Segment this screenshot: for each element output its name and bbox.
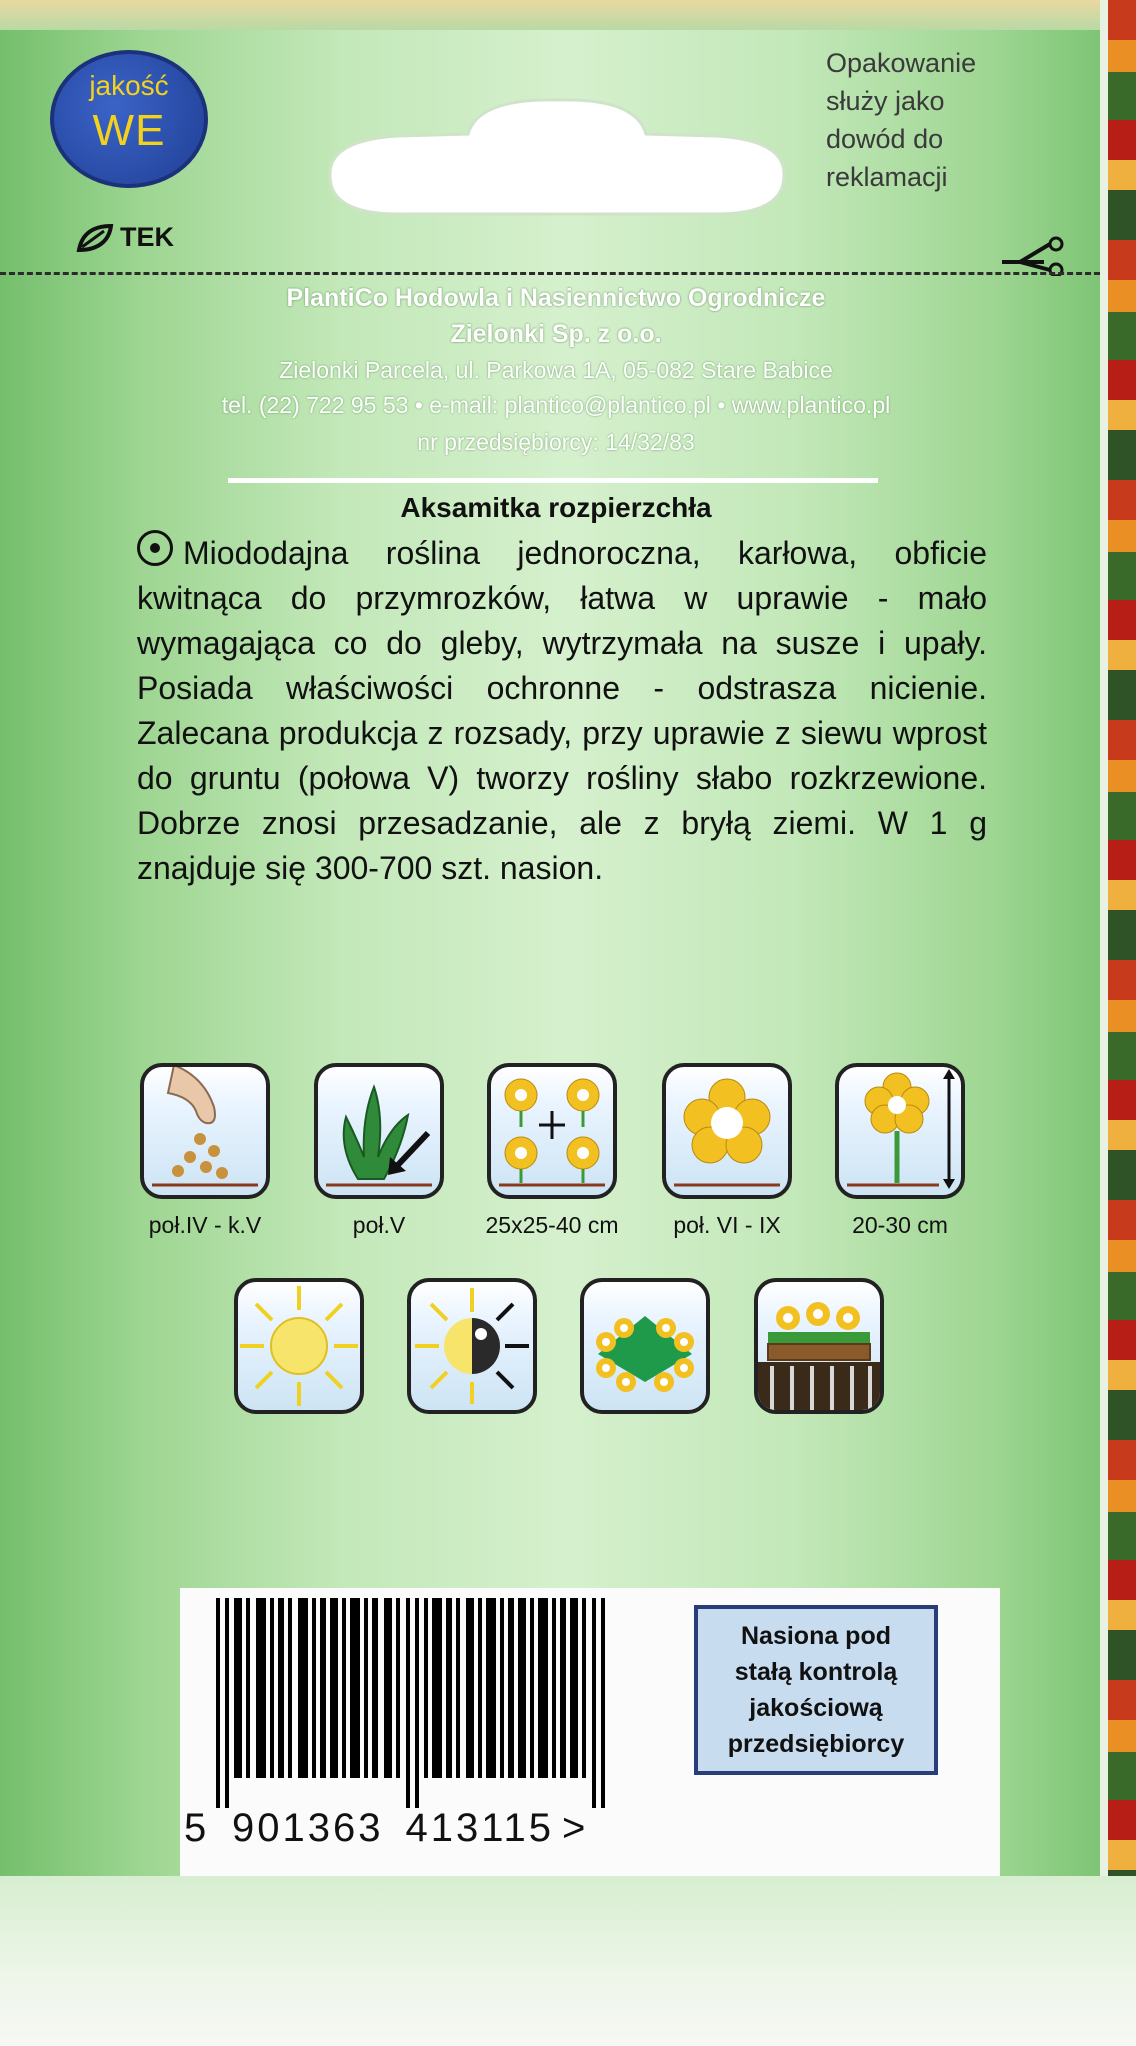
company-address: Zielonki Parcela, ul. Parkowa 1A, 05-082 Stare Babice: [279, 357, 833, 383]
quality-control-note: [694, 1605, 938, 1775]
spacing-icon: [487, 1063, 617, 1199]
quality-line: przedsiębiorcy: [727, 1730, 905, 1758]
barcode-group2: 413115: [405, 1806, 554, 1850]
barcode: [216, 1598, 616, 1808]
divider: [228, 478, 878, 483]
cut-line: [0, 272, 1100, 275]
spacing-caption: 25x25-40 cm: [485, 1212, 619, 1238]
height-icon: [835, 1063, 965, 1199]
height-caption: 20-30 cm: [852, 1212, 948, 1238]
partial-shade-icon: [407, 1278, 537, 1414]
full-sun-icon: [234, 1278, 364, 1414]
company-contact: tel. (22) 722 95 53 • e-mail: plantico@plantico.pl • www.plantico.pl: [221, 392, 891, 418]
balcony-box-icon: [754, 1278, 884, 1414]
planting-caption: poł.V: [352, 1212, 406, 1238]
packet-edge-photo: [1108, 0, 1136, 2046]
company-name-line2: Zielonki Sp. z o.o.: [450, 320, 662, 348]
quality-line: jakościową: [749, 1694, 883, 1722]
complaint-notice: [826, 44, 1056, 196]
planting-out-icon: [314, 1063, 444, 1199]
sowing-icon: [140, 1063, 270, 1199]
leaf-icon: [76, 223, 114, 253]
badge-line1: jakość: [89, 70, 169, 101]
flowering-caption: poł. VI - IX: [673, 1212, 781, 1238]
barcode-first-digit: 5: [184, 1806, 207, 1850]
packet-bottom-flap: [0, 1876, 1136, 2046]
flowering-icon: [662, 1063, 792, 1199]
quality-line: Nasiona pod: [740, 1622, 891, 1650]
sowing-caption: poł.IV - k.V: [148, 1212, 262, 1238]
barcode-number: [184, 1806, 654, 1851]
notice-line: Opakowanie: [826, 48, 977, 78]
product-description-block: [137, 530, 987, 891]
notice-line: reklamacji: [826, 162, 948, 192]
tek-logo: [76, 222, 174, 253]
hanging-hole: [318, 96, 796, 220]
company-registry: nr przedsiębiorcy: 14/32/83: [417, 429, 695, 455]
quality-we-badge: [50, 50, 208, 188]
barcode-group1: 901363: [232, 1806, 384, 1850]
product-title: Aksamitka rozpierzchła: [400, 492, 712, 523]
tek-label: TEK: [120, 222, 174, 252]
notice-line: służy jako: [826, 86, 945, 116]
packet-side-border: [1100, 0, 1108, 2046]
flowerbed-icon: [580, 1278, 710, 1414]
scissors-icon: [1000, 236, 1070, 276]
annual-plant-icon: [137, 530, 173, 566]
barcode-end-mark: >: [562, 1806, 586, 1850]
badge-line2: WE: [92, 106, 166, 155]
company-name-line1: PlantiCo Hodowla i Nasiennictwo Ogrodnicze: [286, 284, 826, 312]
notice-line: dowód do: [826, 124, 944, 154]
quality-line: stałą kontrolą: [734, 1658, 898, 1686]
product-description: Miododajna roślina jednoroczna, karłowa, obficie kwitnąca do przymrozków, łatwa w uprawie - mało wymagająca co do gleby, wytrzymała na susze i upały. Posiada właściwości ochronne - odstrasza nicienie. Zalecana produkcja z rozsady, przy uprawie z siewu wprost do gruntu (połowa V) tworzy rośliny słabo rozkrzewione. Dobrze znosi przesadzanie, ale z bryłą ziemi. W 1 g znajduje się 300-700 szt. nasion.: [137, 535, 987, 886]
